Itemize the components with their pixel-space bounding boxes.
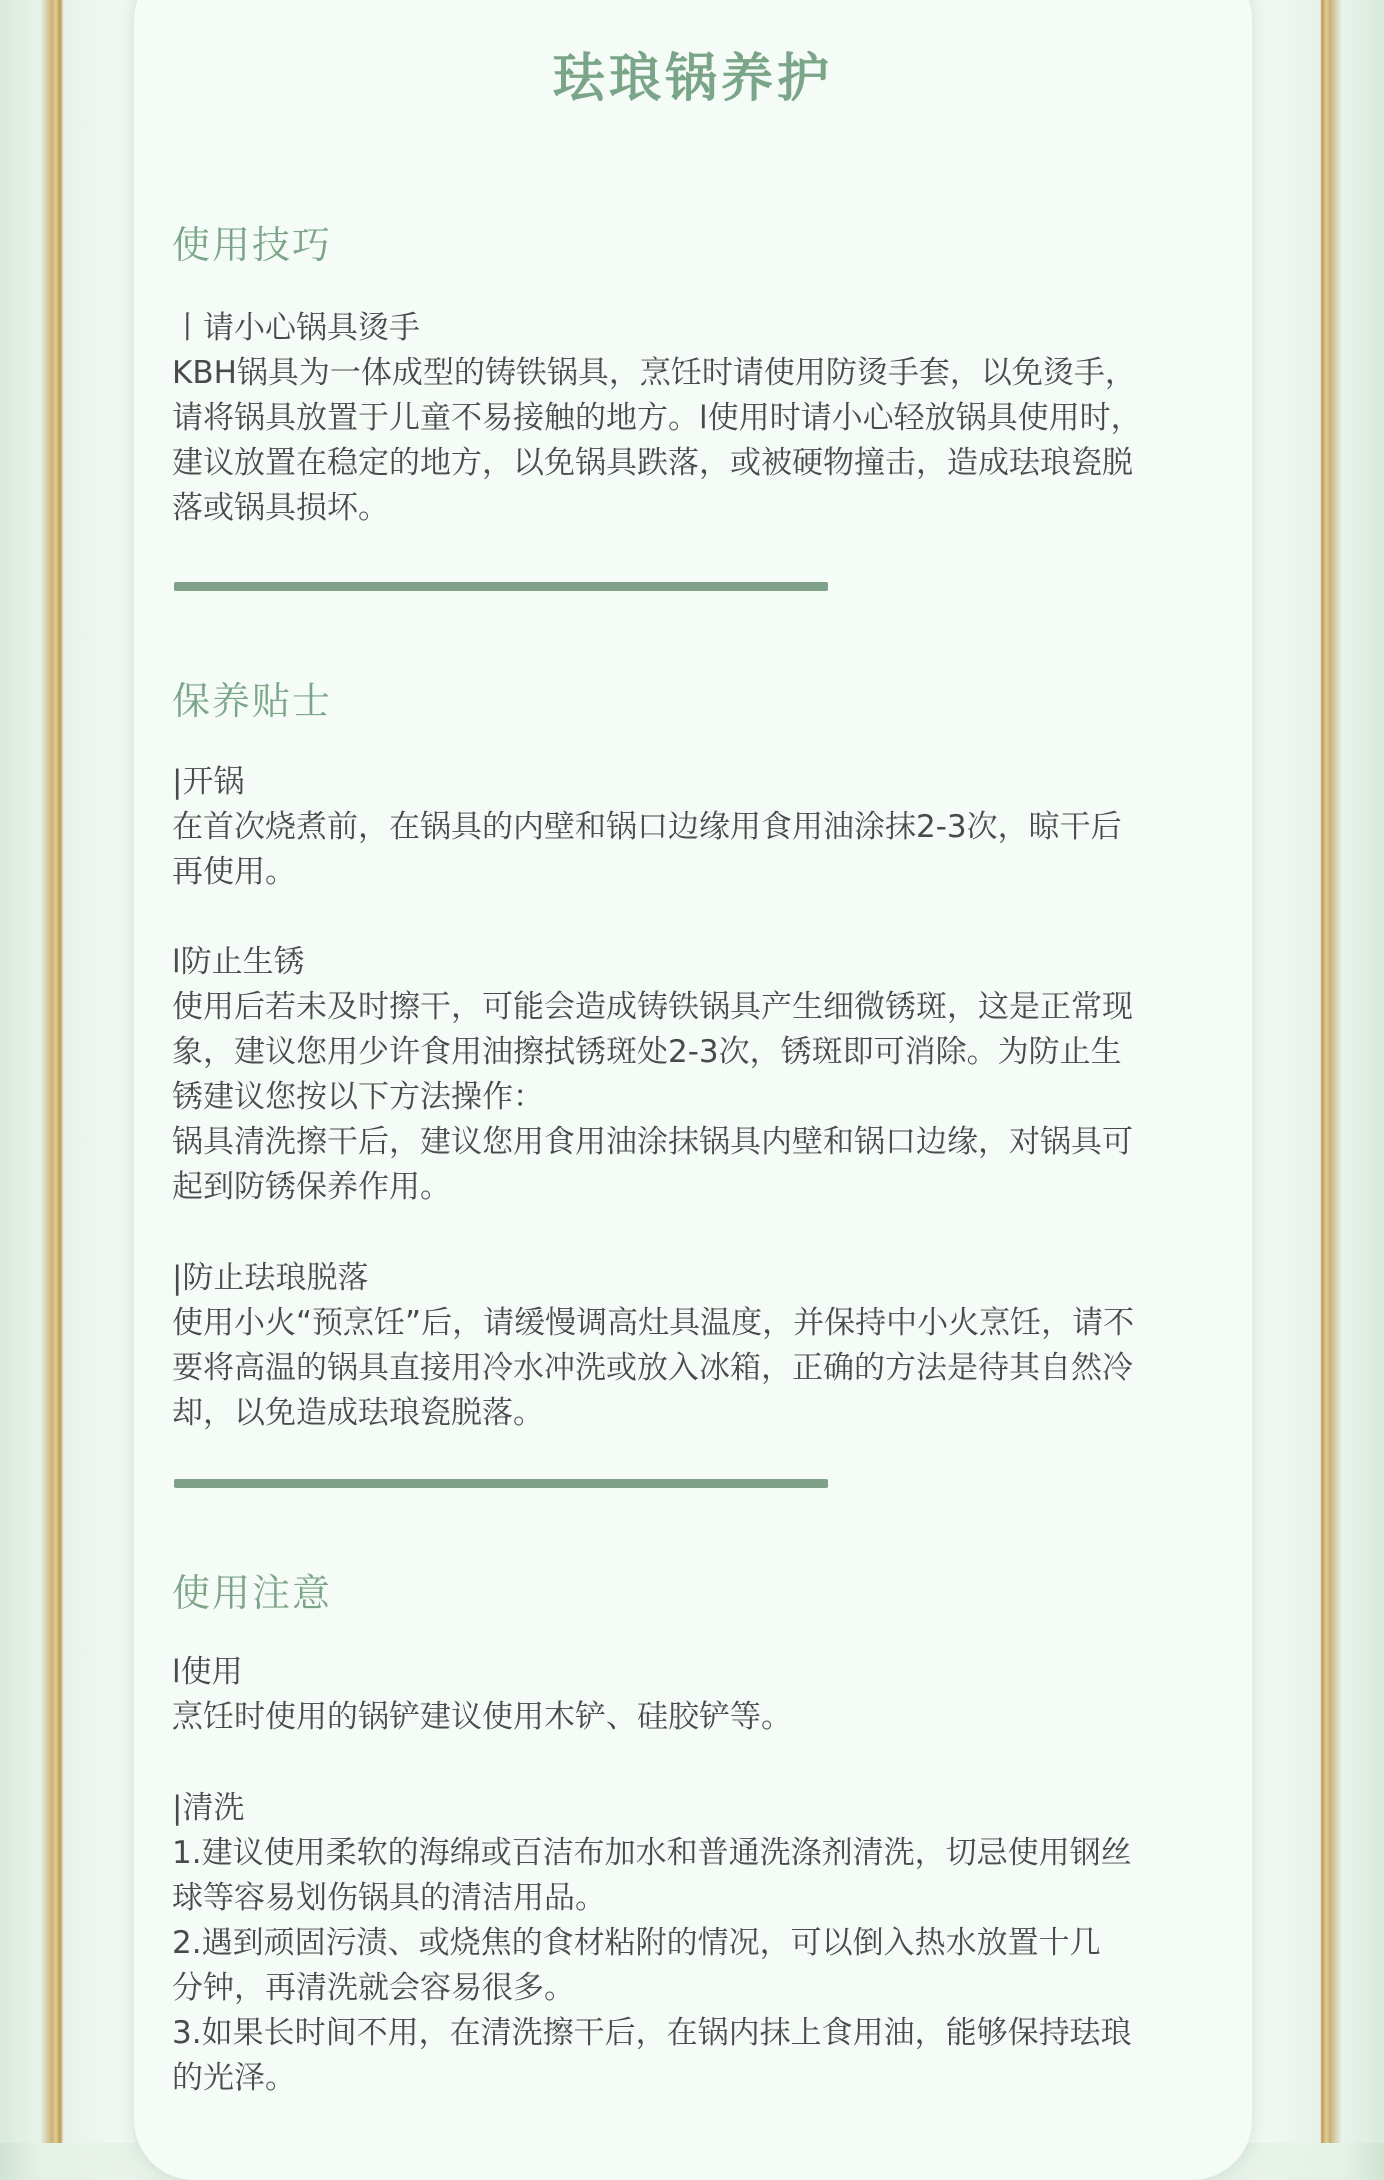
subtitle-cleaning: |清洗	[172, 1790, 245, 1826]
paragraph-use: 烹饪时使用的锅铲建议使用木铲、硅胶铲等。	[172, 1699, 792, 1735]
subtitle-use: l使用	[172, 1654, 243, 1690]
paragraph-seasoning: 在首次烧煮前，在锅具的内壁和锅口边缘用食用油涂抹2-3次，晾干后 再使用。	[172, 809, 1122, 890]
subtitle-enamel-protection: |防止珐琅脱落	[172, 1260, 369, 1296]
paragraph-rust-prevention: 使用后若未及时擦干，可能会造成铸铁锅具产生细微锈斑，这是正常现 象，建议您用少许食用油擦拭锈斑处2-3次，锈斑即可消除。为防止生 锈建议您按以下方法操作： 锅具清洗擦干后，建议您用食用油涂抹锅具内壁和锅口边缘，对锅具可 起到防锈保养作用。	[172, 989, 1133, 1205]
page-title: 珐琅锅养护	[552, 49, 833, 109]
subtitle-rust-prevention: l防止生锈	[172, 944, 305, 980]
section-divider	[174, 1479, 828, 1488]
paragraph-enamel-protection: 使用小火“预烹饪”后，请缓慢调高灶具温度，并保持中小火烹饪，请不 要将高温的锅具直接用冷水冲洗或放入冰箱，正确的方法是待其自然冷 却，以免造成珐琅瓷脱落。	[172, 1305, 1135, 1431]
section-heading-care-tips: 保养贴士	[172, 679, 333, 723]
frame-right-panel	[1250, 0, 1320, 2143]
subtitle-hot-handle: 丨请小心锅具烫手	[172, 310, 420, 346]
frame-left-panel	[64, 0, 134, 2143]
section-divider	[174, 582, 828, 591]
section-heading-usage-notes: 使用注意	[172, 1571, 333, 1615]
paragraph-hot-handle: KBH锅具为一体成型的铸铁锅具，烹饪时请使用防烫手套，以免烫手， 请将锅具放置于儿童不易接触的地方。l使用时请小心轻放锅具使用时， 建议放置在稳定的地方，以免锅具跌落，或被硬物撞击，造成珐琅瓷脱 落或锅具损坏。	[172, 355, 1142, 526]
subtitle-seasoning: |开锅	[172, 764, 245, 800]
section-heading-usage-tips: 使用技巧	[172, 223, 333, 267]
paragraph-cleaning: 1.建议使用柔软的海绵或百洁布加水和普通洗涤剂清洗，切忌使用钢丝 球等容易划伤锅具的清洁用品。 2.遇到顽固污渍、或烧焦的食材粘附的情况，可以倒入热水放置十几 分钟，再清洗就会容易很多。 3.如果长时间不用，在清洗擦干后，在锅内抹上食用油，能够保持珐琅 的光泽。	[172, 1835, 1132, 2096]
